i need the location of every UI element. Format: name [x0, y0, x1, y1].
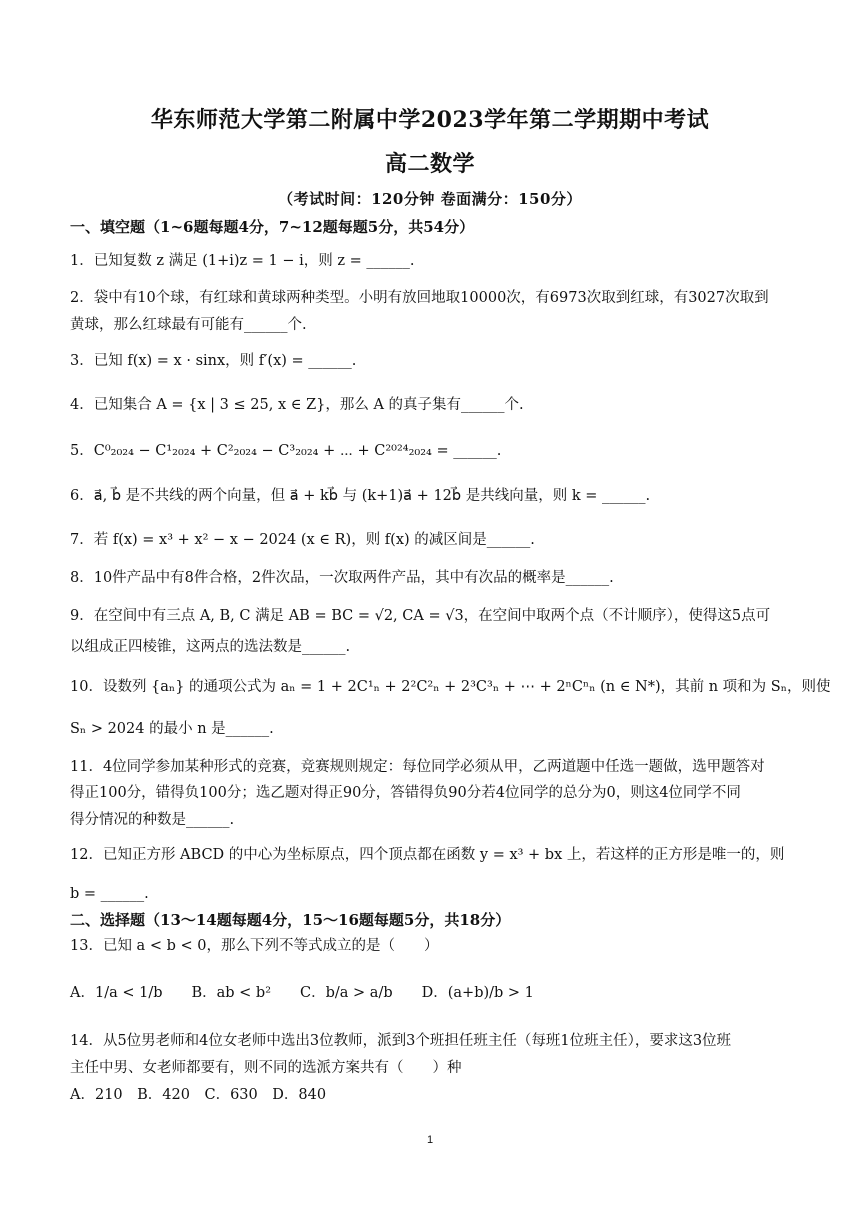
section-2-heading: 二、选择题（13～14题每题4分，15～16题每题5分，共18分）	[70, 911, 511, 929]
question-14-line-1: 14．从5位男老师和4位女老师中选出3位教师，派到3个班担任班主任（每班1位班主任），要求这3位班	[70, 1033, 732, 1049]
question-4: 4．已知集合 A = {x | 3 ≤ 25, x ∈ Z}，那么 A 的真子集有______个.	[70, 397, 524, 413]
question-5: 5．C⁰₂₀₂₄ − C¹₂₀₂₄ + C²₂₀₂₄ − C³₂₀₂₄ + ⋯ + C²⁰²⁴₂₀₂₄ = ______.	[70, 443, 502, 459]
question-8: 8．10件产品中有8件合格，2件次品，一次取两件产品，其中有次品的概率是______.	[70, 570, 614, 586]
question-7: 7．若 f(x) = x³ + x² − x − 2024 (x ∈ R)，则 f(x) 的减区间是______.	[70, 532, 535, 548]
question-1: 1．已知复数 z 满足 (1+i)z = 1 − i，则 z = ______.	[70, 253, 415, 269]
question-3: 3．已知 f(x) = x · sinx，则 f′(x) = ______.	[70, 353, 357, 369]
question-9-line-1: 9．在空间中有三点 A, B, C 满足 AB = BC = √2, CA = √3，在空间中取两个点（不计顺序），使得这5点可	[70, 608, 771, 624]
question-12-line-1: 12．已知正方形 ABCD 的中心为坐标原点，四个顶点都在函数 y = x³ + bx 上，若这样的正方形是唯一的，则	[70, 847, 785, 863]
exam-info: （考试时间：120分钟 卷面满分：150分）	[278, 190, 582, 208]
question-11-line-1: 11．4位同学参加某种形式的竞赛，竞赛规则规定：每位同学必须从甲，乙两道题中任选一题做，选甲题答对	[70, 759, 765, 775]
question-2-line-1: 2．袋中有10个球，有红球和黄球两种类型。小明有放回地取10000次，有6973次取到红球，有3027次取到	[70, 290, 769, 306]
section-1-heading: 一、填空题（1~6题每题4分，7~12题每题5分，共54分）	[70, 218, 475, 236]
question-11-line-3: 得分情况的种数是______.	[70, 812, 235, 828]
question-6: 6．a⃗, b⃗ 是不共线的两个向量，但 a⃗ + kb⃗ 与 (k+1)a⃗ + 12b⃗ 是共线向量，则 k = ______.	[70, 488, 651, 504]
question-9-line-2: 以组成正四棱锥，这两点的选法数是______.	[70, 639, 351, 655]
page-number: 1	[426, 1134, 434, 1146]
question-10-line-1: 10．设数列 {aₙ} 的通项公式为 aₙ = 1 + 2C¹ₙ + 2²C²ₙ + 2³C³ₙ + ⋯ + 2ⁿCⁿₙ (n ∈ N*)，其前 n 项和为 Sₙ，则使	[70, 679, 831, 695]
exam-title: 华东师范大学第二附属中学2023学年第二学期期中考试	[150, 107, 710, 133]
question-10-line-2: Sₙ > 2024 的最小 n 是______.	[70, 721, 274, 737]
question-2-line-2: 黄球，那么红球最有可能有______个.	[70, 317, 307, 333]
question-14-options: A．210 B．420 C．630 D．840	[70, 1087, 327, 1103]
question-12-line-2: b = ______.	[70, 886, 149, 902]
question-13-options: A．1/a < 1/b B．ab < b² C．b/a > a/b D．(a+b)/b > 1	[70, 985, 534, 1001]
question-13: 13．已知 a < b < 0，那么下列不等式成立的是（ ）	[70, 938, 439, 954]
question-11-line-2: 得正100分，错得负100分；选乙题对得正90分，答错得负90分若4位同学的总分为0，则这4位同学不同	[70, 785, 741, 801]
question-14-line-2: 主任中男、女老师都要有，则不同的选派方案共有（ ）种	[70, 1060, 462, 1076]
exam-subject: 高二数学	[384, 151, 475, 177]
